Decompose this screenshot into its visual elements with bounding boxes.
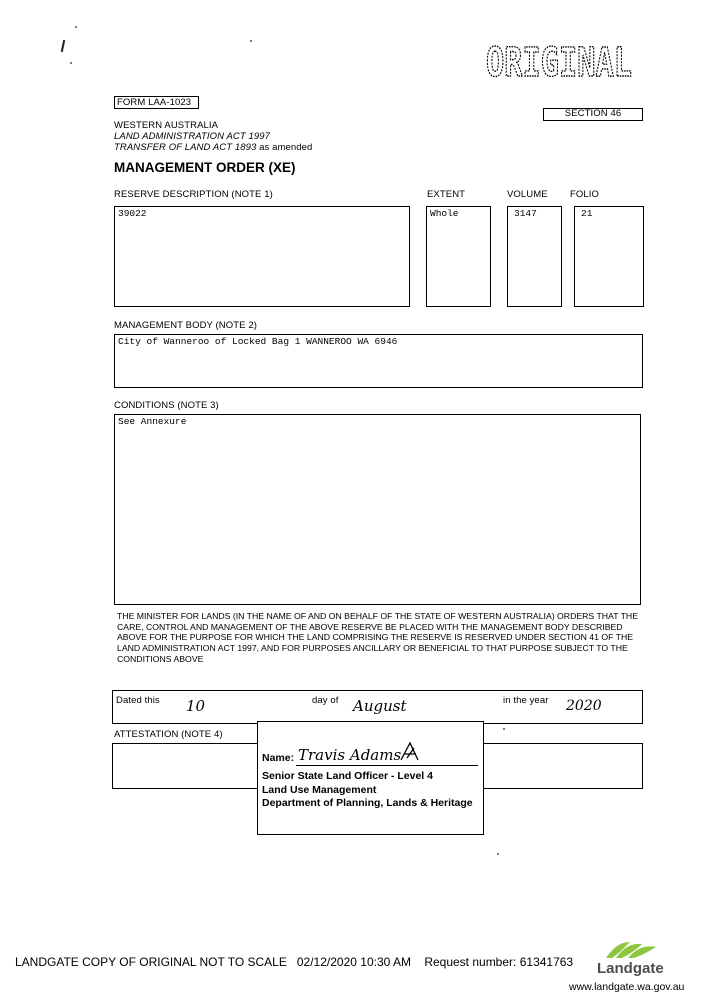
footer-datetime: 02/12/2020 10:30 AM xyxy=(296,955,411,969)
management-body-field: City of Wanneroo of Locked Bag 1 WANNEROO WA 6946 xyxy=(114,334,643,388)
copy-note: LANDGATE COPY OF ORIGINAL NOT TO SCALE xyxy=(15,955,287,969)
brand-url[interactable]: www.landgate.wa.gov.au xyxy=(569,981,685,993)
dated-this-label: Dated this xyxy=(116,695,160,706)
request-label: Request number: xyxy=(424,955,517,969)
name-value: Travis Adams xyxy=(298,746,402,764)
signature-scribble xyxy=(398,740,422,764)
year-label: in the year xyxy=(503,695,549,706)
year-value: 2020 xyxy=(566,698,602,714)
folio-field: 21 xyxy=(574,206,644,307)
original-stamp xyxy=(484,40,634,86)
act-2-line xyxy=(114,142,312,153)
footer-line xyxy=(15,955,573,969)
department-name: Department of Planning, Lands & Heritage xyxy=(262,797,473,809)
position-title: Senior State Land Officer - Level 4 xyxy=(262,770,433,782)
name-underline xyxy=(296,765,478,766)
scan-mark xyxy=(61,40,65,52)
stamp-text: ORIGINAL xyxy=(486,40,632,86)
management-body-label: MANAGEMENT BODY (NOTE 2) xyxy=(114,320,257,331)
reserve-desc-field: 39022 xyxy=(114,206,410,307)
jurisdiction xyxy=(114,120,312,153)
order-paragraph: THE MINISTER FOR LANDS (IN THE NAME OF AND ON BEHALF OF THE STATE OF WESTERN AUSTRALIA) ORDERS THAT THE CARE, CONTROL AND MANAGEMENT OF THE ABOVE RESERVE BE PLACED WITH THE MANAGEMENT BODY DESCRIBED ABOVE FOR THE PURPOSE FOR WHICH THE LAND COMPRISING THE RESERVE IS RESERVED UNDER SECTION 41 OF THE LAND ADMINISTRATION ACT 1997, AND FOR PURPOSES ANCILLARY OR BENEFICIAL TO THAT PURPOSE SUBJECT TO THE CONDITIONS ABOVE xyxy=(117,611,638,664)
month-value: August xyxy=(353,697,407,715)
extent-label: EXTENT xyxy=(427,189,466,200)
scan-speck xyxy=(70,62,72,64)
brand-name: Landgate xyxy=(597,960,664,977)
request-number: 61341763 xyxy=(519,955,574,969)
extent-field: Whole xyxy=(426,206,491,307)
unit-name: Land Use Management xyxy=(262,783,377,796)
scan-speck xyxy=(75,26,77,28)
scan-speck xyxy=(503,728,505,730)
landgate-logo-icon xyxy=(604,938,660,960)
day-of-label: day of xyxy=(312,695,339,706)
section-label: SECTION 46 xyxy=(543,108,643,121)
volume-label: VOLUME xyxy=(507,189,548,200)
conditions-field: See Annexure xyxy=(114,414,641,605)
volume-field: 3147 xyxy=(507,206,562,307)
form-code: FORM LAA-1023 xyxy=(114,96,199,109)
officer-details xyxy=(262,770,473,811)
folio-label: FOLIO xyxy=(570,189,600,200)
day-value: 10 xyxy=(186,697,206,715)
scan-speck xyxy=(497,853,499,855)
act-2-suffix: as amended xyxy=(256,142,313,153)
reserve-desc-label: RESERVE DESCRIPTION (NOTE 1) xyxy=(114,189,273,200)
act-2: TRANSFER OF LAND ACT 1893 xyxy=(114,142,257,153)
name-label: Name: xyxy=(262,752,295,764)
scan-speck xyxy=(250,40,252,42)
attestation-label: ATTESTATION (NOTE 4) xyxy=(114,729,223,740)
page-title: MANAGEMENT ORDER (XE) xyxy=(114,160,296,175)
conditions-label: CONDITIONS (NOTE 3) xyxy=(114,400,219,411)
act-1: LAND ADMINISTRATION ACT 1997 xyxy=(114,131,271,142)
state-name: WESTERN AUSTRALIA xyxy=(114,120,219,131)
